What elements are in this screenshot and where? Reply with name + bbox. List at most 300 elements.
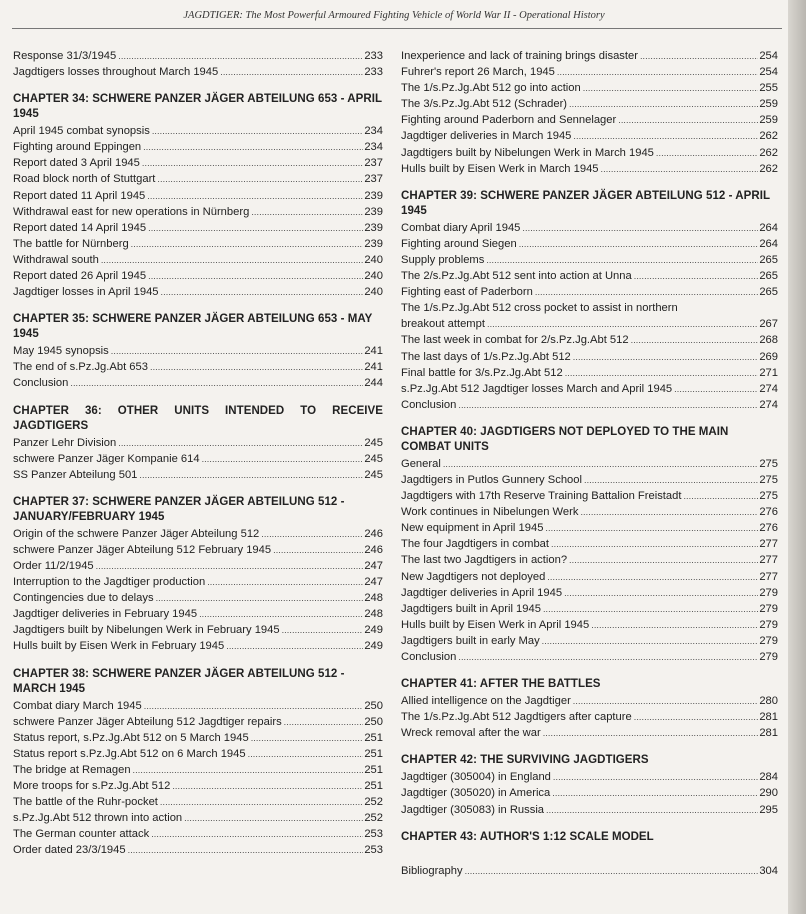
toc-entry[interactable]: [13, 220, 383, 236]
toc-entry-title: Road block north of Stuttgart: [13, 173, 156, 186]
toc-entry-title: Report dated 3 April 1945: [13, 157, 140, 170]
leader-dots: [519, 236, 759, 252]
toc-entry-title: Jagdtiger deliveries in April 1945: [401, 586, 563, 599]
leader-dots: [640, 48, 758, 64]
toc-page-number: 252: [364, 812, 383, 825]
toc-entry-title: Jagdtiger (305004) in England: [401, 771, 551, 784]
toc-entry-title: Fuhrer's report 26 March, 1945: [401, 66, 555, 79]
leader-dots: [160, 794, 363, 810]
leader-dots: [151, 826, 363, 842]
leader-dots: [591, 617, 758, 633]
toc-page-number: 245: [364, 436, 383, 449]
toc-entry-title: New equipment in April 1945: [401, 522, 544, 535]
toc-entry-title: Wreck removal after the war: [401, 727, 541, 740]
toc-entry[interactable]: [401, 236, 778, 252]
toc-chapter: [13, 667, 383, 859]
toc-entry[interactable]: [401, 504, 778, 520]
toc-entry[interactable]: [401, 48, 778, 64]
toc-entry[interactable]: [13, 762, 383, 778]
leader-dots: [618, 112, 758, 128]
toc-entry-title: General: [401, 457, 441, 470]
toc-page-number: 233: [364, 50, 383, 62]
toc-page-number: 274: [759, 398, 778, 411]
toc-column-right: [401, 48, 778, 891]
toc-entry[interactable]: [401, 161, 778, 177]
toc-page-number: 254: [759, 66, 778, 79]
toc-entry-title: The battle of the Ruhr-pocket: [13, 796, 158, 809]
chapter-title: CHAPTER 34: SCHWERE PANZER JÄGER ABTEILUNG 653 - APRIL 1945: [13, 93, 382, 121]
toc-page-number: 259: [759, 98, 778, 111]
toc-entry-title: Jagdtigers losses throughout March 1945: [13, 66, 219, 79]
leader-dots: [552, 785, 758, 801]
toc-page-number: 240: [364, 253, 383, 266]
toc-entry-title: Conclusion: [401, 398, 457, 411]
toc-page-number: 251: [364, 780, 383, 792]
toc-entry[interactable]: [13, 123, 383, 139]
leader-dots: [70, 375, 363, 391]
leader-dots: [157, 171, 363, 187]
leader-dots: [152, 123, 364, 139]
toc-entry-title: Jagdtiger (305083) in Russia: [401, 803, 545, 816]
toc-entry-title: Fighting east of Paderborn: [401, 286, 533, 299]
leader-dots: [458, 649, 758, 665]
toc-page-number: 279: [759, 634, 778, 647]
toc-page-number: 274: [759, 382, 778, 395]
toc-entry-title: Report dated 11 April 1945: [13, 189, 146, 202]
toc-entry-title: Interruption to the Jagdtiger production: [13, 576, 206, 589]
toc-page-number: 239: [364, 205, 383, 218]
leader-dots: [656, 145, 758, 161]
toc-entry[interactable]: [13, 714, 383, 730]
leader-dots: [118, 435, 363, 451]
toc-page-number: 265: [759, 286, 778, 299]
toc-entry[interactable]: [13, 155, 383, 171]
toc-entry-title: The end of s.Pz.Jg.Abt 653: [13, 361, 148, 374]
toc-page-number: 279: [759, 586, 778, 599]
toc-entry[interactable]: [13, 590, 383, 606]
toc-entry[interactable]: [401, 252, 778, 268]
toc-page-number: 246: [364, 527, 383, 540]
chapter-title: CHAPTER 41: AFTER THE BATTLES: [401, 678, 601, 691]
toc-entry[interactable]: [13, 526, 383, 542]
toc-page-number: 276: [759, 522, 778, 535]
toc-entry-title: Hulls built by Eisen Werk in February 1945: [13, 640, 225, 653]
toc-entry-title: schwere Panzer Jäger Abteilung 512 Jagdtiger repairs: [13, 715, 282, 728]
leader-dots: [111, 343, 364, 359]
toc-column-left: [13, 48, 383, 870]
toc-entry-title: The last two Jagdtigers in action?: [401, 554, 568, 567]
leader-dots: [261, 526, 363, 542]
leader-dots: [573, 693, 759, 709]
leader-dots: [148, 268, 363, 284]
toc-page-number: 233: [364, 66, 383, 79]
toc-entry[interactable]: [13, 778, 383, 794]
toc-entry-title: The German counter attack: [13, 828, 150, 841]
toc-entry[interactable]: [401, 300, 778, 316]
toc-entry[interactable]: [13, 542, 383, 558]
toc-entry-title: The bridge at Remagen: [13, 763, 131, 776]
toc-entry[interactable]: [401, 96, 778, 112]
toc-entry[interactable]: [401, 863, 778, 879]
toc-entry[interactable]: [13, 64, 383, 80]
toc-entry[interactable]: [401, 80, 778, 96]
leader-dots: [583, 80, 759, 96]
toc-entry[interactable]: [401, 397, 778, 413]
toc-entry[interactable]: [401, 145, 778, 161]
toc-entry-title: The battle for Nürnberg: [13, 237, 129, 250]
toc-page-number: 249: [364, 624, 383, 637]
toc-chapter: [401, 425, 778, 665]
toc-entry[interactable]: [13, 622, 383, 638]
chapter-title: CHAPTER 42: THE SURVIVING JAGDTIGERS: [401, 754, 649, 767]
toc-entry-title: Conclusion: [13, 377, 69, 390]
leader-dots: [207, 574, 363, 590]
toc-entry-title: s.Pz.Jg.Abt 512 Jagdtiger losses March and April 1945: [401, 382, 673, 395]
leader-dots: [535, 284, 758, 300]
toc-entry[interactable]: [401, 381, 778, 397]
toc-page-number: 254: [759, 50, 778, 62]
toc-entry[interactable]: [13, 842, 383, 858]
toc-page-number: 245: [364, 452, 383, 465]
toc-entry-title: The last days of 1/s.Pz.Jg.Abt 512: [401, 350, 571, 363]
leader-dots: [282, 622, 364, 638]
toc-entry-title: Jagdtiger (305020) in America: [401, 787, 551, 800]
leader-dots: [251, 204, 363, 220]
toc-entry[interactable]: [13, 343, 383, 359]
leader-dots: [487, 316, 758, 332]
toc-page-number: 259: [759, 114, 778, 127]
toc-entry-title: April 1945 combat synopsis: [13, 125, 150, 138]
leader-dots: [547, 569, 758, 585]
toc-page-number: 275: [759, 473, 778, 486]
toc-entry[interactable]: [401, 456, 778, 472]
toc-entry[interactable]: [13, 606, 383, 622]
toc-page-number: 262: [759, 130, 778, 143]
leader-dots: [674, 381, 758, 397]
toc-entry[interactable]: [13, 268, 383, 284]
toc-entry[interactable]: [401, 725, 778, 741]
toc-page-number: 279: [759, 602, 778, 615]
chapter-title: CHAPTER 39: SCHWERE PANZER JÄGER ABTEILUNG 512 - APRIL 1945: [401, 189, 770, 217]
toc-page-number: 281: [759, 711, 778, 724]
toc-page-number: 240: [364, 286, 383, 299]
leader-dots: [131, 236, 364, 252]
toc-page-number: 265: [759, 253, 778, 266]
leader-dots: [118, 48, 363, 64]
toc-page-number: 248: [364, 592, 383, 605]
toc-entry[interactable]: [401, 649, 778, 665]
toc-page-number: 281: [759, 727, 778, 740]
toc-entry[interactable]: [13, 574, 383, 590]
header-rule: [12, 28, 782, 29]
running-head: JAGDTIGER: The Most Powerful Armoured Fighting Vehicle of World War II - Operational History: [183, 10, 605, 21]
leader-dots: [569, 552, 758, 568]
chapter-title: CHAPTER 40: JAGDTIGERS NOT DEPLOYED TO THE MAIN COMBAT UNITS: [401, 425, 729, 453]
leader-dots: [573, 349, 759, 365]
leader-dots: [96, 558, 364, 574]
toc-entry-title: Order dated 23/3/1945: [13, 844, 126, 857]
toc-entry[interactable]: [401, 802, 778, 818]
toc-entry-title: Jagdtigers built by Nibelungen Werk in February 1945: [13, 624, 280, 637]
toc-page-number: 279: [759, 651, 778, 663]
leader-dots: [150, 359, 363, 375]
toc-entry-title: Hulls built by Eisen Werk in April 1945: [401, 618, 590, 631]
leader-dots: [542, 633, 759, 649]
leader-dots: [584, 472, 758, 488]
toc-entry[interactable]: [401, 284, 778, 300]
toc-entry-title: Contingencies due to delays: [13, 592, 154, 605]
leader-dots: [251, 730, 364, 746]
toc-page-number: 277: [759, 570, 778, 583]
leader-dots: [184, 810, 363, 826]
toc-entry-title: Report dated 14 April 1945: [13, 221, 147, 234]
toc-entry[interactable]: [13, 359, 383, 375]
toc-entry[interactable]: [13, 236, 383, 252]
toc-entry[interactable]: [401, 365, 778, 381]
leader-dots: [161, 284, 364, 300]
toc-page-number: 268: [759, 334, 778, 347]
toc-chapter: [13, 495, 383, 655]
toc-entry-title: The 1/s.Pz.Jg.Abt 512 go into action: [401, 82, 581, 95]
toc-page-number: 280: [759, 695, 778, 708]
leader-dots: [156, 590, 364, 606]
leader-dots: [220, 64, 363, 80]
toc-entry[interactable]: [401, 585, 778, 601]
toc-entry-title: Status report, s.Pz.Jg.Abt 512 on 5 March 1945: [13, 731, 249, 744]
toc-entry[interactable]: [13, 252, 383, 268]
leader-dots: [683, 488, 758, 504]
toc-entry[interactable]: [13, 284, 383, 300]
toc-page-number: 264: [759, 221, 778, 234]
toc-entry[interactable]: [13, 826, 383, 842]
toc-page-number: 284: [759, 771, 778, 784]
toc-entry-title: Jagdtigers with 17th Reserve Training Battalion Freistadt: [401, 490, 682, 503]
leader-dots: [465, 863, 759, 879]
toc-entry-title: Report dated 26 April 1945: [13, 270, 147, 283]
toc-entry-title: Withdrawal south: [13, 253, 99, 266]
toc-entry[interactable]: [401, 536, 778, 552]
leader-dots: [284, 714, 364, 730]
toc-chapter: [401, 863, 778, 879]
toc-entry[interactable]: [401, 601, 778, 617]
toc-page-number: 265: [759, 270, 778, 283]
toc-page-number: 267: [759, 318, 778, 331]
leader-dots: [573, 128, 758, 144]
toc-entry-title: Status report s.Pz.Jg.Abt 512 on 6 March 1945: [13, 747, 246, 760]
toc-entry[interactable]: [13, 794, 383, 810]
toc-entry[interactable]: [401, 633, 778, 649]
leader-dots: [101, 252, 364, 268]
toc-entry[interactable]: [13, 139, 383, 155]
toc-entry-title: Origin of the schwere Panzer Jäger Abteilung 512: [13, 527, 260, 540]
toc-entry-title: The last week in combat for 2/s.Pz.Jg.Abt 512: [401, 334, 629, 347]
toc-page-number: 253: [364, 844, 383, 857]
toc-entry[interactable]: [13, 638, 383, 654]
toc-entry-title: The 3/s.Pz.Jg.Abt 512 (Schrader): [401, 98, 568, 111]
toc-page-number: 239: [364, 237, 383, 250]
chapter-title: CHAPTER 43: AUTHOR'S 1:12 SCALE MODEL: [401, 830, 654, 843]
toc-entry-title: Fighting around Paderborn and Sennelager: [401, 114, 617, 127]
toc-chapter: [401, 677, 778, 741]
toc-page-number: 239: [364, 189, 383, 202]
toc-entry[interactable]: [13, 435, 383, 451]
toc-entry[interactable]: [13, 467, 383, 483]
toc-entry-title: Jagdtiger losses in April 1945: [13, 286, 159, 299]
leader-dots: [557, 64, 758, 80]
toc-entry[interactable]: [401, 769, 778, 785]
leader-dots: [142, 155, 363, 171]
toc-chapter: [13, 48, 383, 80]
leader-dots: [580, 504, 758, 520]
toc-page-number: 279: [759, 618, 778, 631]
leader-dots: [543, 725, 759, 741]
toc-page-number: 237: [364, 157, 383, 170]
toc-entry[interactable]: [13, 730, 383, 746]
toc-entry[interactable]: [401, 316, 778, 332]
leader-dots: [634, 709, 759, 725]
leader-dots: [147, 188, 363, 204]
toc-page-number: 234: [364, 141, 383, 154]
chapter-title: CHAPTER 37: SCHWERE PANZER JÄGER ABTEILUNG 512 - JANUARY/FEBRUARY 1945: [13, 495, 345, 523]
toc-entry-title: SS Panzer Abteilung 501: [13, 468, 138, 481]
leader-dots: [634, 268, 759, 284]
toc-entry[interactable]: [401, 617, 778, 633]
toc-entry-title: Response 31/3/1945: [13, 50, 117, 62]
toc-entry[interactable]: [13, 188, 383, 204]
toc-entry-title: Bibliography: [401, 864, 463, 877]
toc-page-number: 250: [364, 715, 383, 728]
toc-entry-title: Jagdtigers built in April 1945: [401, 602, 541, 615]
toc-page-number: 248: [364, 608, 383, 621]
leader-dots: [546, 802, 758, 818]
toc-chapter: [13, 92, 383, 300]
leader-dots: [486, 252, 758, 268]
toc-entry-title: Inexperience and lack of training brings disaster: [401, 50, 638, 62]
toc-page-number: 237: [364, 173, 383, 186]
toc-page-number: 251: [364, 747, 383, 760]
toc-entry[interactable]: [401, 268, 778, 284]
toc-entry-title: breakout attempt: [401, 318, 485, 331]
toc-entry-title: Conclusion: [401, 651, 457, 663]
toc-entry[interactable]: [13, 48, 383, 64]
toc-entry-title: Allied intelligence on the Jagdtiger: [401, 695, 571, 708]
toc-entry-title: schwere Panzer Jäger Kompanie 614: [13, 452, 200, 465]
chapter-title: CHAPTER 38: SCHWERE PANZER JÄGER ABTEILUNG 512 - MARCH 1945: [13, 667, 345, 695]
toc-entry[interactable]: [401, 569, 778, 585]
toc-page-number: 251: [364, 731, 383, 744]
toc-page-number: 290: [759, 787, 778, 800]
toc-entry-title: Jagdtigers in Putlos Gunnery School: [401, 473, 582, 486]
toc-page-number: 252: [364, 796, 383, 809]
toc-entry-title: Hulls built by Eisen Werk in March 1945: [401, 162, 599, 175]
toc-entry[interactable]: [13, 375, 383, 391]
toc-entry-title: Combat diary April 1945: [401, 221, 521, 234]
toc-entry-title: Jagdtiger deliveries in March 1945: [401, 130, 572, 143]
leader-dots: [553, 769, 758, 785]
toc-entry-title: Work continues in Nibelungen Werk: [401, 506, 579, 519]
toc-chapter: [401, 753, 778, 817]
toc-chapter: [401, 48, 778, 177]
leader-dots: [144, 698, 364, 714]
toc-page-number: 275: [759, 490, 778, 503]
leader-dots: [522, 220, 758, 236]
toc-page-number: 234: [364, 125, 383, 138]
chapter-title: CHAPTER 35: SCHWERE PANZER JÄGER ABTEILUNG 653 - MAY 1945: [13, 313, 373, 341]
toc-page-number: 251: [364, 763, 383, 776]
toc-page-number: 240: [364, 270, 383, 283]
toc-entry-title: Jagdtigers built by Nibelungen Werk in March 1945: [401, 146, 654, 159]
toc-entry[interactable]: [401, 220, 778, 236]
toc-entry[interactable]: [401, 693, 778, 709]
toc-entry[interactable]: [13, 171, 383, 187]
leader-dots: [569, 96, 758, 112]
toc-entry-title: The 2/s.Pz.Jg.Abt 512 sent into action at Unna: [401, 270, 632, 283]
toc-entry-title: Order 11/2/1945: [13, 559, 94, 572]
toc-entry-title: Fighting around Eppingen: [13, 141, 142, 154]
leader-dots: [551, 536, 758, 552]
toc-page-number: 276: [759, 506, 778, 519]
toc-entry[interactable]: [401, 709, 778, 725]
toc-page-number: 241: [364, 345, 383, 358]
chapter-title: CHAPTER 36: OTHER UNITS INTENDED TO RECEIVE JAGDTIGERS: [13, 404, 383, 432]
toc-entry[interactable]: [401, 64, 778, 80]
toc-entry[interactable]: [401, 332, 778, 348]
leader-dots: [545, 520, 758, 536]
leader-dots: [202, 451, 364, 467]
toc-entry-title: Combat diary March 1945: [13, 699, 142, 712]
toc-entry[interactable]: [13, 204, 383, 220]
toc-entry-title: The 1/s.Pz.Jg.Abt 512 Jagdtigers after capture: [401, 711, 632, 724]
toc-entry-title: More troops for s.Pz.Jg.Abt 512: [13, 780, 171, 792]
leader-dots: [458, 397, 758, 413]
toc-entry[interactable]: [401, 112, 778, 128]
toc-page-number: 262: [759, 146, 778, 159]
toc-entry[interactable]: [13, 698, 383, 714]
toc-page-number: 264: [759, 237, 778, 250]
toc-page-number: 277: [759, 554, 778, 567]
toc-entry-title: Supply problems: [401, 253, 485, 266]
toc-page-number: 295: [759, 803, 778, 816]
toc-entry[interactable]: [401, 472, 778, 488]
toc-entry[interactable]: [401, 785, 778, 801]
leader-dots: [248, 746, 364, 762]
toc-entry[interactable]: [401, 128, 778, 144]
leader-dots: [139, 467, 363, 483]
toc-entry[interactable]: [401, 520, 778, 536]
toc-page-number: 246: [364, 543, 383, 556]
toc-entry[interactable]: [13, 810, 383, 826]
leader-dots: [199, 606, 363, 622]
leader-dots: [143, 139, 363, 155]
leader-dots: [631, 332, 759, 348]
toc-entry[interactable]: [401, 552, 778, 568]
page-edge: [788, 0, 806, 914]
leader-dots: [601, 161, 759, 177]
toc-entry[interactable]: [13, 558, 383, 574]
toc-entry[interactable]: [13, 746, 383, 762]
toc-entry[interactable]: [13, 451, 383, 467]
toc-entry-title: Final battle for 3/s.Pz.Jg.Abt 512: [401, 366, 563, 379]
toc-page-number: 239: [364, 221, 383, 234]
toc-page-number: 249: [364, 640, 383, 653]
leader-dots: [133, 762, 364, 778]
toc-page-number: 275: [759, 457, 778, 470]
toc-entry[interactable]: [401, 349, 778, 365]
toc-entry[interactable]: [401, 488, 778, 504]
toc-entry-title: Withdrawal east for new operations in Nürnberg: [13, 205, 250, 218]
toc-page-number: 241: [364, 361, 383, 374]
leader-dots: [226, 638, 363, 654]
